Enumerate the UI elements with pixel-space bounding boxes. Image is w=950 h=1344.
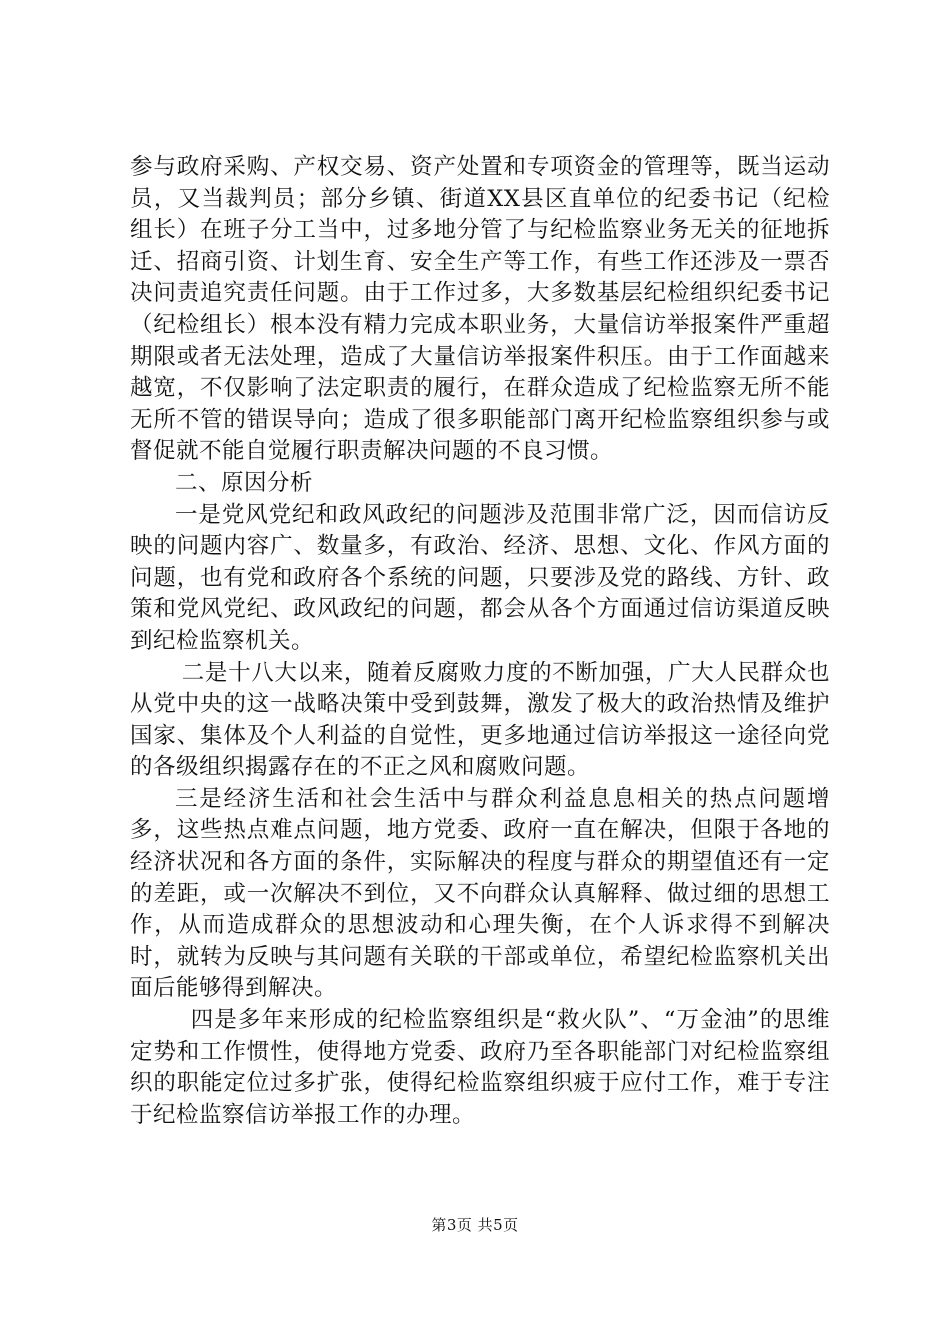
paragraph-reason-2: 二是十八大以来，随着反腐败力度的不断加强，广大人民群众也从党中央的这一战略决策中受到鼓舞，激发了极大的政治热情及维护国家、集体及个人利益的自觉性，更多地通过信访举报这一途径向党的各级组织揭露存在的不正之风和腐败问题。 xyxy=(130,659,830,781)
paragraph-continuation: 参与政府采购、产权交易、资产处置和专项资金的管理等，既当运动员，又当裁判员；部分乡镇、街道XX县区直单位的纪委书记（纪检组长）在班子分工当中，过多地分管了与纪检监察业务无关的征地拆迁、招商引资、计划生育、安全生产等工作，有些工作还涉及一票否决问责追究责任问题。由于工作过多，大多数基层纪检组织纪委书记（纪检组长）根本没有精力完成本职业务，大量信访举报案件严重超期限或者无法处理，造成了大量信访举报案件积压。由于工作面越来越宽，不仅影响了法定职责的履行，在群众造成了纪检监察无所不能无所不管的错误导向；造成了很多职能部门离开纪检监察组织参与或督促就不能自觉履行职责解决问题的不良习惯。 xyxy=(130,154,830,465)
document-body xyxy=(130,152,830,1131)
page-number-footer: 第3页 共5页 xyxy=(431,1216,519,1234)
section-heading: 二、原因分析 xyxy=(175,469,314,496)
paragraph-reason-1: 一是党风党纪和政风政纪的问题涉及范围非常广泛，因而信访反映的问题内容广、数量多，有政治、经济、思想、文化、作风方面的问题，也有党和政府各个系统的问题，只要涉及党的路线、方针、政策和党风党纪、政风政纪的问题，都会从各个方面通过信访渠道反映到纪检监察机关。 xyxy=(130,501,830,654)
paragraph-reason-4: 四是多年来形成的纪检监察组织是“救火队”、“万金油”的思维定势和工作惯性，使得地方党委、政府乃至各职能部门对纪检监察组织的职能定位过多扩张，使得纪检监察组织疲于应付工作，难于专注于纪检监察信访举报工作的办理。 xyxy=(130,1007,830,1128)
paragraph-reason-3: 三是经济生活和社会生活中与群众利益息息相关的热点问题增多，这些热点难点问题，地方党委、政府一直在解决，但限于各地的经济状况和各方面的条件，实际解决的程度与群众的期望值还有一定的差距，或一次解决不到位，又不向群众认真解释、做过细的思想工作，从而造成群众的思想波动和心理失衡，在个人诉求得不到解决时，就转为反映与其问题有关联的干部或单位，希望纪检监察机关出面后能够得到解决。 xyxy=(130,785,830,1002)
